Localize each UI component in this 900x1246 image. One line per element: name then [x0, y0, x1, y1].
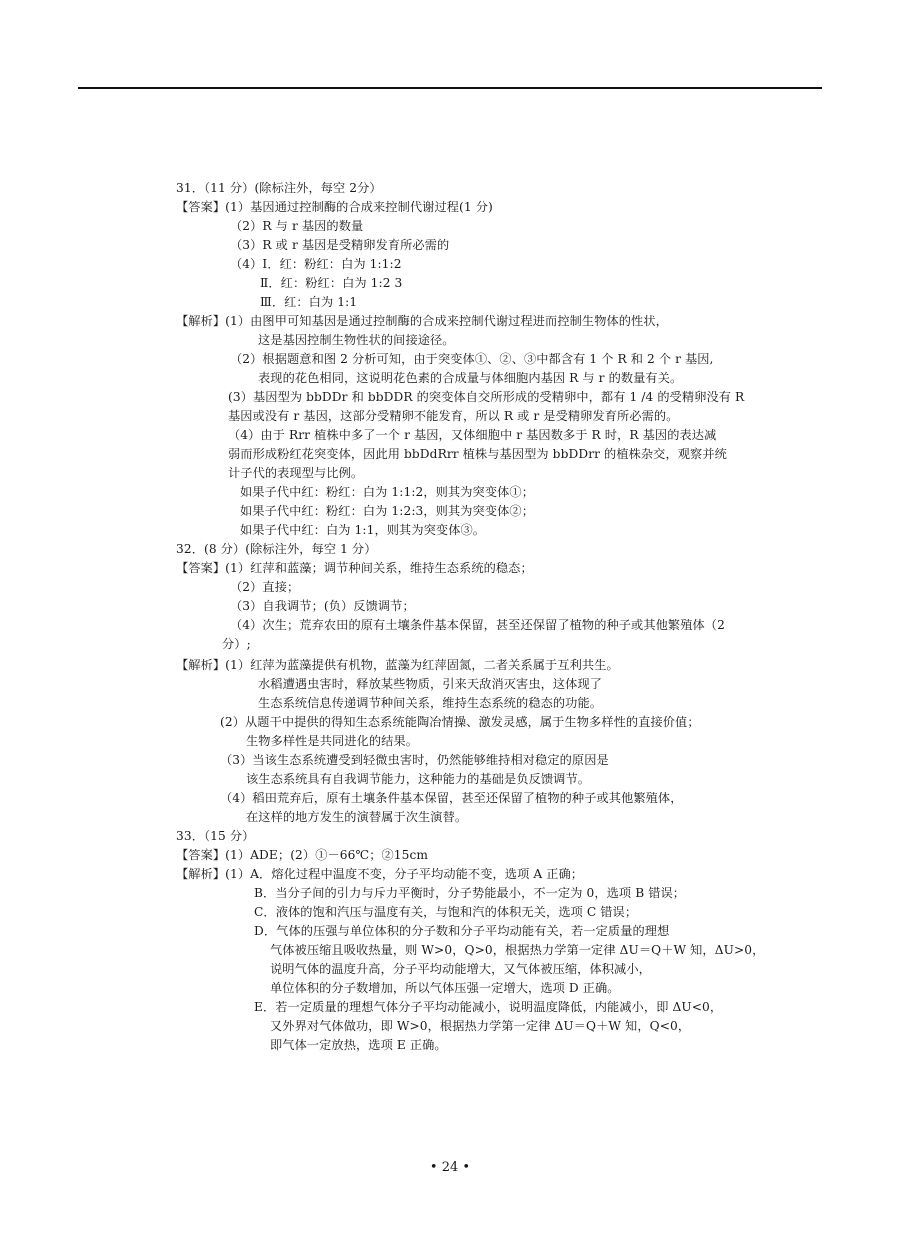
q31-answer-3: （3）R 或 r 基因是受精卵发育所必需的	[230, 238, 450, 252]
q31-analysis-2b: 表现的花色相同，这说明花色素的合成量与体细胞内基因 R 与 r 的数量有关。	[258, 371, 683, 385]
q33-analysis-e3: 即气体一定放热，选项 E 正确。	[270, 1038, 447, 1052]
q32-heading: 32．(8 分）(除标注外，每空 1 分）	[176, 542, 377, 556]
q32-answer-4b: 分）;	[222, 637, 251, 651]
q32-answer-4: （4）次生；荒弃农田的原有土壤条件基本保留，甚至还保留了植物的种子或其他繁殖体（2	[230, 618, 725, 632]
q31-answer-4-ii: Ⅱ．红：粉红：白为 1:2 3	[260, 276, 403, 290]
q33-analysis-c: C．液体的饱和汽压与温度有关，与饱和汽的体积无关，选项 C 错误；	[254, 905, 638, 919]
q31-analysis-4c: 计子代的表现型与比例。	[228, 466, 364, 480]
q33-analysis-d4: 单位体积的分子数增加，所以气体压强一定增大，选项 D 正确。	[270, 981, 620, 995]
page-number: • 24 •	[429, 1160, 471, 1175]
q33-analysis-e2: 又外界对气体做功，即 W>0，根据热力学第一定律 ΔU＝Q＋W 知，Q<0，	[270, 1019, 691, 1033]
q33-analysis-e: E．若一定质量的理想气体分子平均动能减小，说明温度降低，内能减小，即 ΔU<0，	[254, 1000, 723, 1014]
q32-answer-1: 【答案】(1）红萍和蓝藻；调节种间关系，维持生态系统的稳态；	[176, 561, 533, 575]
q32-analysis-1: 【解析】(1）红萍为蓝藻提供有机物，蓝藻为红萍固氮，二者关系属于互利共生。	[176, 658, 619, 672]
q33-analysis-d3: 说明气体的温度升高，分子平均动能增大，又气体被压缩，体积减小，	[270, 962, 651, 976]
q32-analysis-4: （4）稻田荒弃后，原有土壤条件基本保留，甚至还保留了植物的种子或其他繁殖体，	[220, 791, 683, 805]
q33-analysis-b: B．当分子间的引力与斥力平衡时，分子势能最小，不一定为 0，选项 B 错误；	[254, 886, 686, 900]
q31-analysis-1b: 这是基因控制生物性状的间接途径。	[258, 333, 455, 347]
q32-analysis-1b: 水稻遭遇虫害时，释放某些物质，引来天敌消灭害虫，这体现了	[258, 677, 603, 691]
q31-answer-1: 【答案】(1）基因通过控制酶的合成来控制代谢过程(1 分)	[176, 200, 493, 214]
q32-analysis-3b: 该生态系统具有自我调节能力，这种能力的基础是负反馈调节。	[246, 772, 591, 786]
q33-heading: 33．（15 分）	[176, 829, 255, 843]
q31-answer-4-iii: Ⅲ．红：白为 1:1	[260, 295, 358, 309]
q31-analysis-4: （4）由于 Rrr 植株中多了一个 r 基因，又体细胞中 r 基因数多于 R 时，R 基因的表达减	[228, 428, 717, 442]
q31-analysis-1: 【解析】(1）由图甲可知基因是通过控制酶的合成来控制代谢过程进而控制生物体的性状，	[176, 314, 668, 328]
q32-answer-3: （3）自我调节；(负）反馈调节；	[230, 599, 415, 613]
q31-analysis-2: （2）根据题意和图 2 分析可知，由于突变体①、②、③中都含有 1 个 R 和 2 个 r 基因,	[230, 352, 714, 366]
q31-case-3: 如果子代中红：白为 1:1，则其为突变体③。	[240, 523, 486, 537]
q31-analysis-3: (3）基因型为 bbDDr 和 bbDDR 的突变体自交所形成的受精卵中，都有 1 /4 的受精卵没有 R	[228, 390, 745, 404]
q32-analysis-3: （3）当该生态系统遭受到轻微虫害时，仍然能够维持相对稳定的原因是	[220, 753, 609, 767]
header-rule	[78, 87, 822, 89]
q31-answer-4-i: （4）Ⅰ．红：粉红：白为 1:1:2	[230, 257, 402, 271]
q32-analysis-4b: 在这样的地方发生的演替属于次生演替。	[246, 810, 468, 824]
q32-answer-2: （2）直接；	[230, 580, 300, 594]
q32-analysis-2b: 生物多样性是共同进化的结果。	[246, 734, 419, 748]
q32-analysis-1c: 生态系统信息传递调节种间关系，维持生态系统的稳态的功能。	[258, 696, 603, 710]
q32-analysis-2: (2）从题干中提供的得知生态系统能陶冶情操、激发灵感，属于生物多样性的直接价值；	[220, 715, 700, 729]
q31-case-2: 如果子代中红：粉红：白为 1:2:3，则其为突变体②；	[240, 504, 534, 518]
q33-analysis-a: 【解析】(1）A．熔化过程中温度不变，分子平均动能不变，选项 A 正确；	[176, 867, 584, 881]
q31-analysis-3b: 基因或没有 r 基因，这部分受精卵不能发育，所以 R 或 r 是受精卵发育所必需的。	[228, 409, 679, 423]
q33-analysis-d: D．气体的压强与单位体积的分子数和分子平均动能有关，若一定质量的理想	[254, 924, 670, 938]
q33-answer: 【答案】(1）ADE；(2）①－66℃；②15cm	[176, 848, 429, 862]
q31-analysis-4b: 弱而形成粉红花突变体，因此用 bbDdRrr 植株与基因型为 bbDDrr 的植株杂交，观察并统	[228, 447, 727, 461]
q31-heading: 31．（11 分）(除标注外，每空 2分）	[176, 181, 382, 195]
q31-case-1: 如果子代中红：粉红：白为 1:1:2，则其为突变体①；	[240, 485, 534, 499]
q33-analysis-d2: 气体被压缩且吸收热量，则 W>0，Q>0，根据热力学第一定律 ΔU＝Q＋W 知，ΔU>0，	[270, 943, 765, 957]
q31-answer-2: （2）R 与 r 基因的数量	[230, 219, 364, 233]
